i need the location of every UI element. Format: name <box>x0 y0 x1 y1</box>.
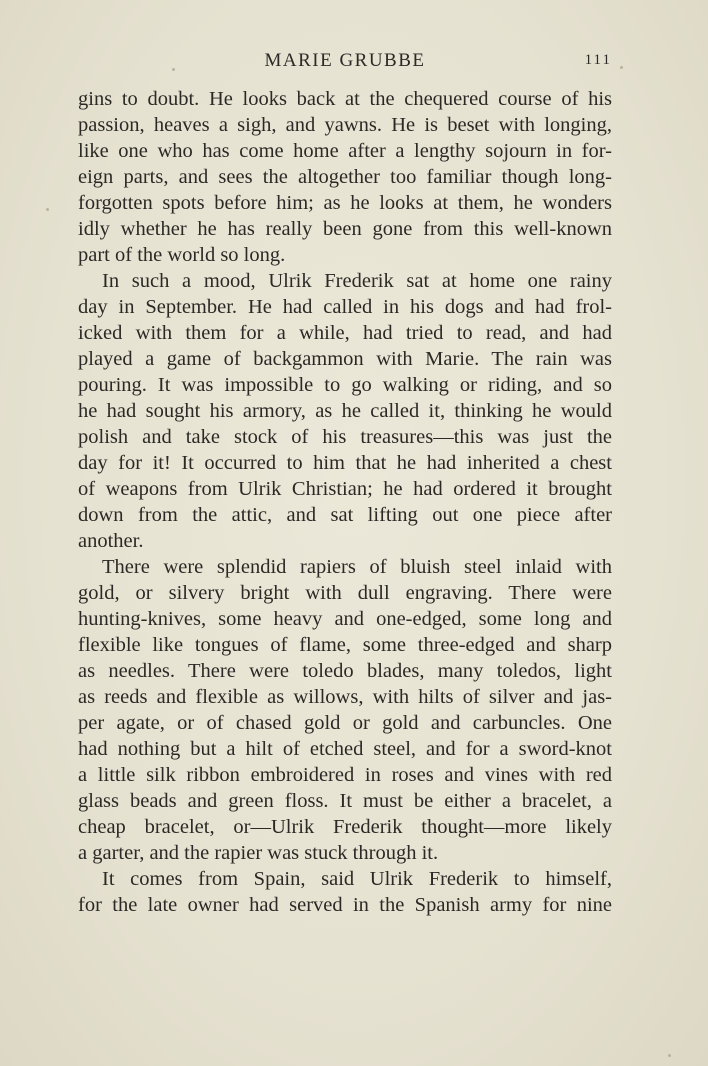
running-title: MARIE GRUBBE <box>264 50 426 71</box>
text-line: as reeds and flexible as willows, with hilts of silver and jas- <box>78 686 612 708</box>
text-line: another. <box>78 530 144 552</box>
text-line: eign parts, and sees the altogether too familiar though long- <box>78 166 612 188</box>
text-line: had nothing but a hilt of etched steel, and for a sword-knot <box>78 738 612 760</box>
text-line: for the late owner had served in the Spanish army for nine <box>78 894 612 916</box>
text-line: day in September. He had called in his dogs and had frol- <box>78 296 612 318</box>
text-line: cheap bracelet, or—Ulrik Frederik thought—more likely <box>78 816 612 838</box>
text-line: as needles. There were toledo blades, many toledos, light <box>78 660 612 682</box>
text-line: polish and take stock of his treasures—this was just the <box>78 426 612 448</box>
text-line: gold, or silvery bright with dull engraving. There were <box>78 582 612 604</box>
text-line: flexible like tongues of flame, some three-edged and sharp <box>78 634 612 656</box>
paragraph-first-line: It comes from Spain, said Ulrik Frederik to himself, <box>102 868 612 890</box>
text-line: icked with them for a while, had tried to read, and had <box>78 322 612 344</box>
text-line: part of the world so long. <box>78 244 286 266</box>
paragraph-first-line: In such a mood, Ulrik Frederik sat at home one rainy <box>102 270 612 292</box>
text-line: of weapons from Ulrik Christian; he had ordered it brought <box>78 478 612 500</box>
text-line: like one who has come home after a lengthy sojourn in for- <box>78 140 612 162</box>
text-line: forgotten spots before him; as he looks at them, he wonders <box>78 192 612 214</box>
text-line: played a game of backgammon with Marie. The rain was <box>78 348 612 370</box>
text-line: down from the attic, and sat lifting out one piece after <box>78 504 612 526</box>
paper-speck <box>668 1054 671 1057</box>
text-line: per agate, or of chased gold or gold and carbuncles. One <box>78 712 612 734</box>
paper-speck <box>46 208 49 211</box>
page-number: 111 <box>584 52 612 68</box>
text-line: a little silk ribbon embroidered in roses and vines with red <box>78 764 612 786</box>
page-header <box>78 50 612 76</box>
text-line: idly whether he has really been gone from this well-known <box>78 218 612 240</box>
paragraph-first-line: There were splendid rapiers of bluish steel inlaid with <box>102 556 612 578</box>
text-line: he had sought his armory, as he called it, thinking he would <box>78 400 612 422</box>
paper-speck <box>620 66 623 69</box>
text-line: passion, heaves a sigh, and yawns. He is beset with longing, <box>78 114 612 136</box>
text-line: glass beads and green floss. It must be either a bracelet, a <box>78 790 612 812</box>
text-line: gins to doubt. He looks back at the chequered course of his <box>78 88 612 110</box>
text-line: a garter, and the rapier was stuck through it. <box>78 842 439 864</box>
text-line: hunting-knives, some heavy and one-edged, some long and <box>78 608 612 630</box>
body-text <box>78 86 612 918</box>
paper-speck <box>172 68 175 71</box>
text-line: day for it! It occurred to him that he had inherited a chest <box>78 452 612 474</box>
text-line: pouring. It was impossible to go walking or riding, and so <box>78 374 612 396</box>
